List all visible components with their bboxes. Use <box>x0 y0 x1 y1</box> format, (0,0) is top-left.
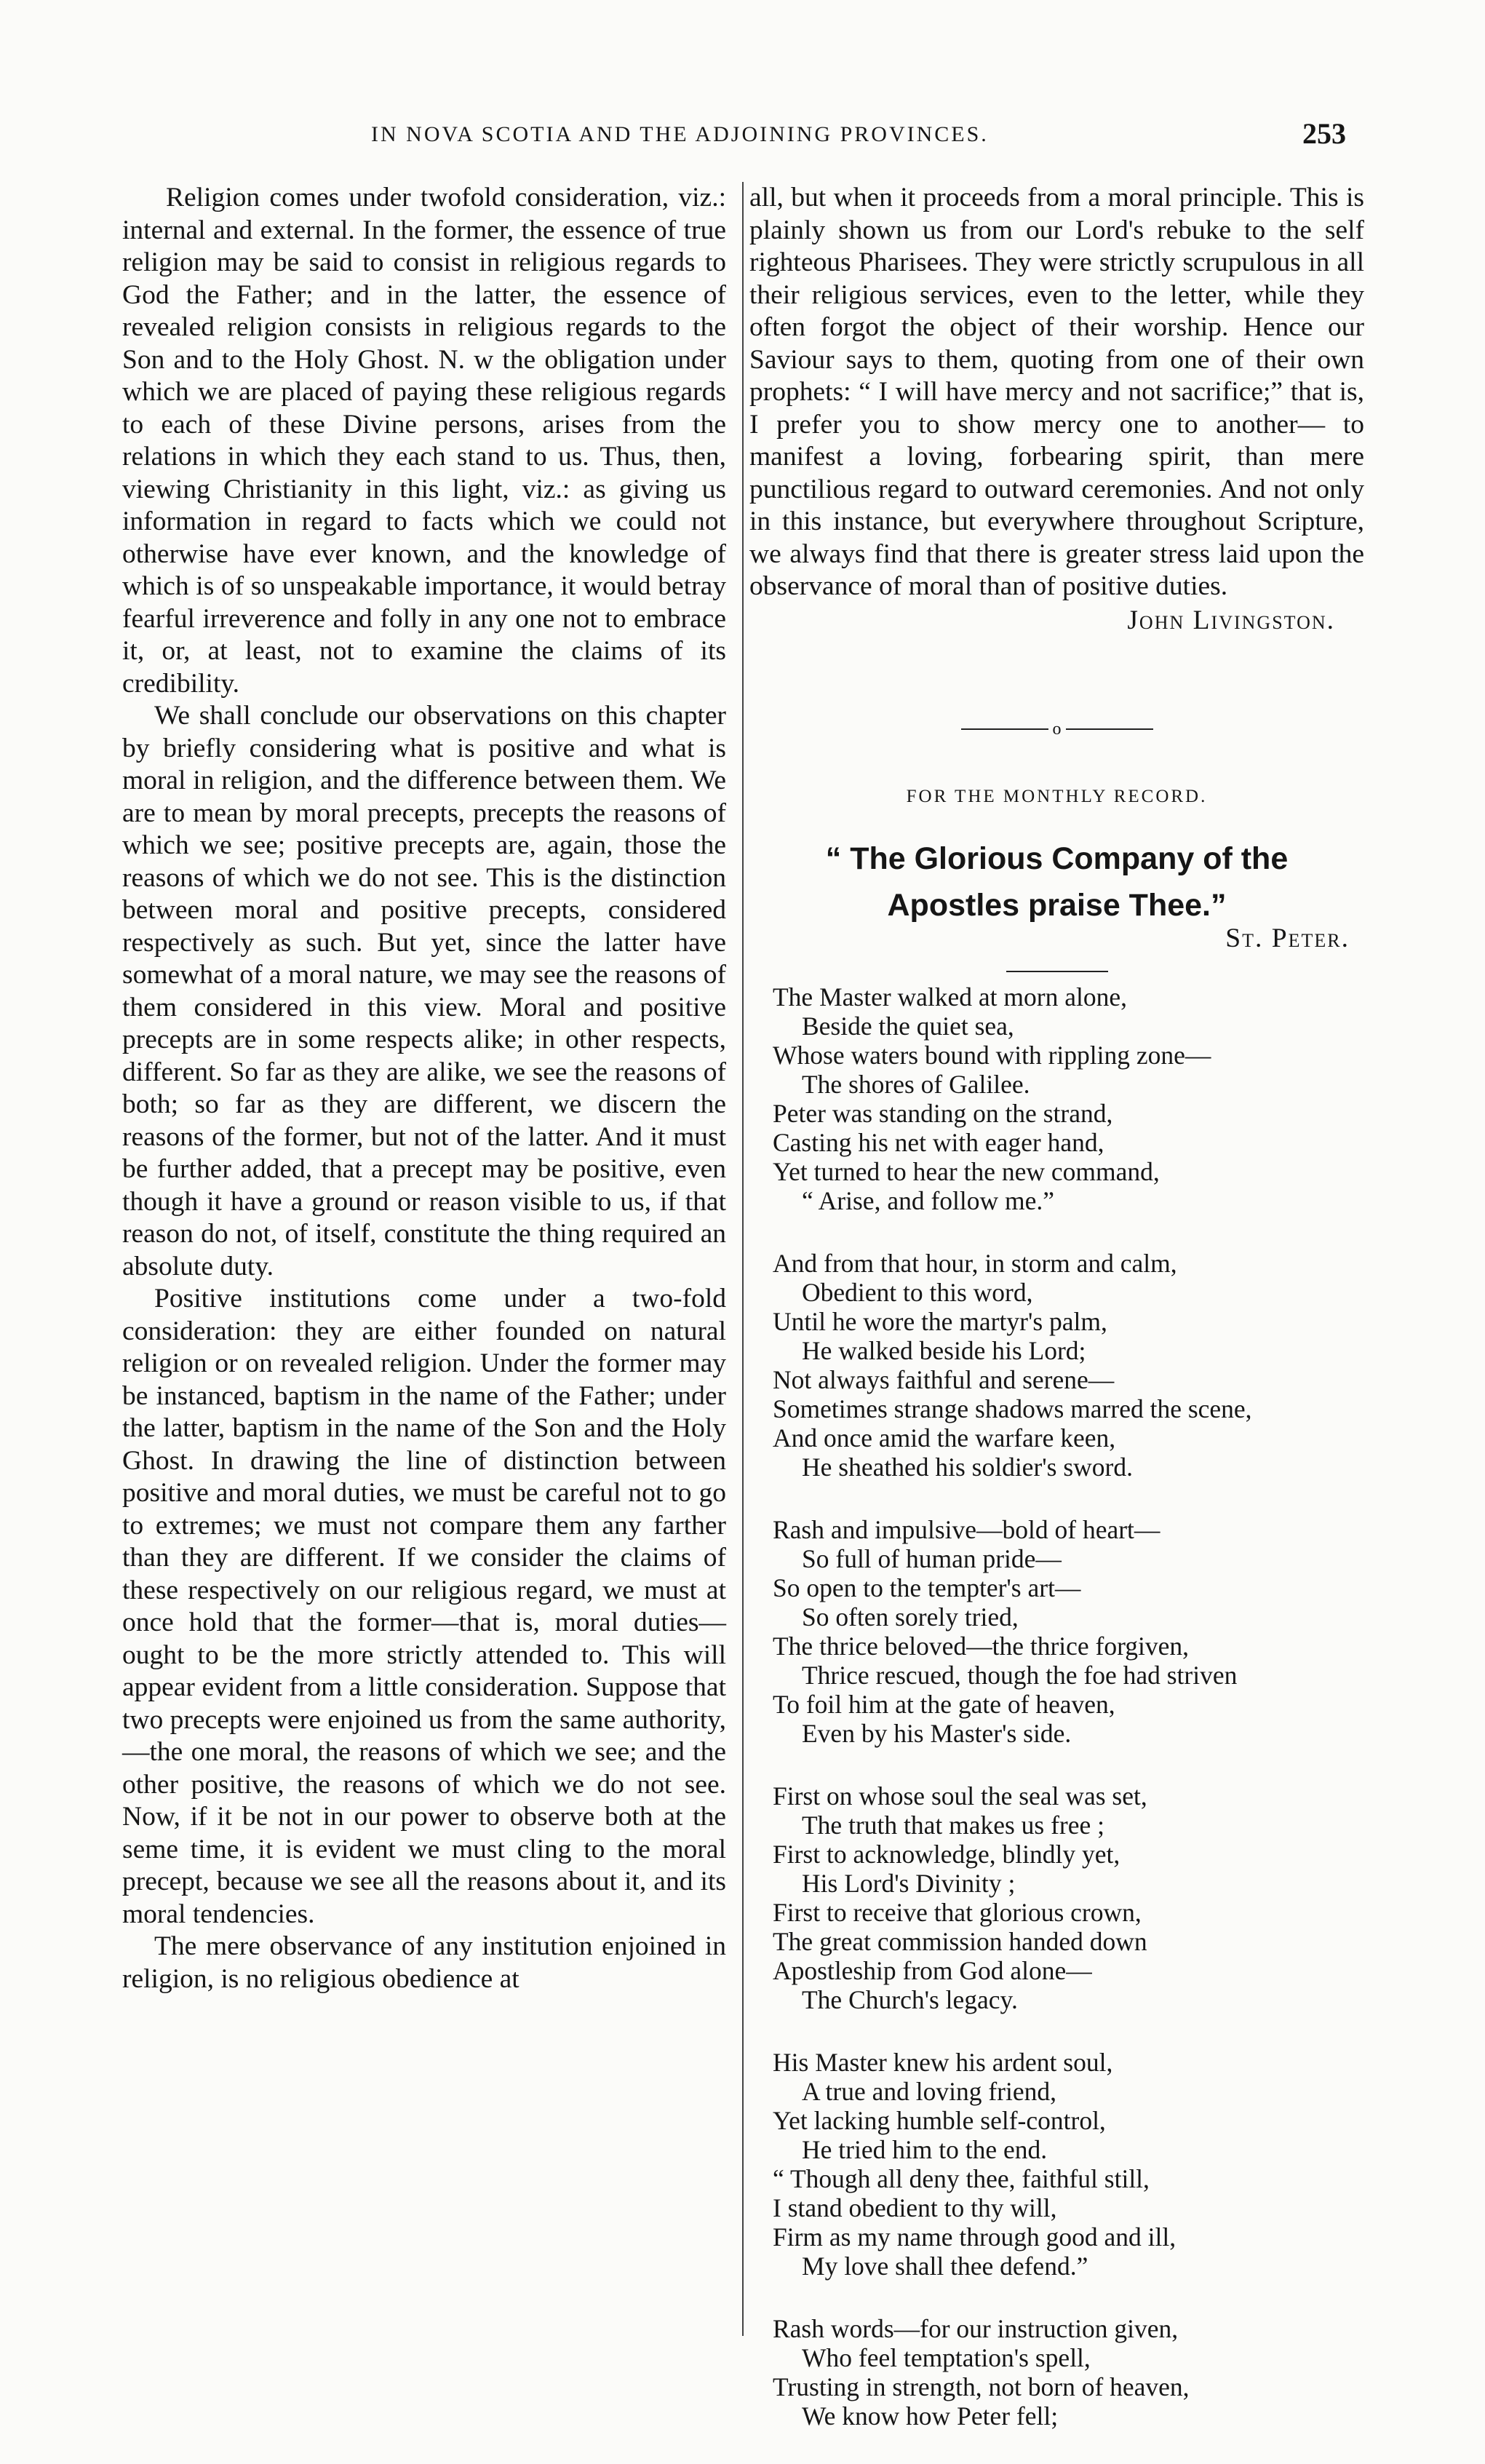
paragraph-continuation: all, but when it proceeds from a moral principle. This is plainly shown us from our Lord's rebuke to the self righteous Pharisees. They were strictly scrupulous in all their religious services, even to the letter, while they often forgot the object of their worship. Hence our Saviour says to them, quoting from one of their own prophets: “ I will have mercy and not sacrifice;” that is, I prefer you to show mercy one to another— to manifest a loving, forbearing spirit, than mere punctilious regard to outward ceremonies. And not only in this instance, but everywhere throughout Scripture, we always find that there is greater stress laid upon the observance of moral than of positive duties. <box>749 183 1364 601</box>
poem-title-line: Apostles praise Thee.” <box>887 887 1227 923</box>
poem-line: Rash words—for our instruction given, <box>773 2314 1179 2343</box>
poem-line: Not always faithful and serene— <box>773 1365 1115 1394</box>
poem-line: We know how Peter fell; <box>802 2401 1059 2431</box>
paragraph: The mere observance of any institution enjoined in religion, is no religious obedience at <box>122 1931 726 1994</box>
separator-line <box>1066 728 1153 730</box>
poem-stanza <box>773 1515 1364 1748</box>
poem-line: Obedient to this word, <box>802 1278 1033 1307</box>
poem-line: Yet turned to hear the new command, <box>773 1157 1160 1186</box>
poem-line: I stand obedient to thy will, <box>773 2193 1057 2222</box>
poem-line: And once amid the warfare keen, <box>773 1423 1116 1452</box>
poem-body <box>773 982 1364 2431</box>
poem-line: Sometimes strange shadows marred the scene, <box>773 1394 1252 1423</box>
separator-line <box>961 728 1048 730</box>
poem-line: Thrice rescued, though the foe had striven <box>802 1661 1238 1690</box>
left-column <box>122 182 726 1995</box>
poem-line: Yet lacking humble self-control, <box>773 2106 1106 2135</box>
poem-line: The great commission handed down <box>773 1927 1147 1956</box>
poem-line: My love shall thee defend.” <box>802 2252 1088 2281</box>
paragraph: We shall conclude our observations on this chapter by briefly considering what is positive and what is moral in religion, and the difference between them. We are to mean by moral precepts, precepts the reasons of which we see; positive precepts are, again, those the reasons of which we do not see. This is the distinction between moral and positive precepts, considered respectively as such. But yet, since the latter have somewhat of a moral nature, we may see the reasons of them considered in this view. Moral and positive precepts are in some respects alike; in other respects, different. So far as they are alike, we see the reasons of both; so far as they are different, we discern the reasons of the former, but not of the latter. And it must be further added, that a precept may be positive, even though it have a ground or reason visible to us, if that reason do not, of itself, constitute the thing required an absolute duty. <box>122 701 726 1281</box>
poem-line: Rash and impulsive—bold of heart— <box>773 1515 1160 1544</box>
running-title: IN NOVA SCOTIA AND THE ADJOINING PROVINCES. <box>371 122 989 146</box>
title-rule <box>1006 971 1108 972</box>
poem-line: First to receive that glorious crown, <box>773 1898 1142 1927</box>
poem-line: He walked beside his Lord; <box>802 1336 1086 1365</box>
poem-stanza <box>773 2314 1364 2431</box>
poem-line: The truth that makes us free ; <box>802 1811 1104 1840</box>
right-column <box>749 182 1364 2464</box>
poem-stanza <box>773 1781 1364 2014</box>
poem-line: The Church's legacy. <box>802 1985 1018 2014</box>
poem-line: His Lord's Divinity ; <box>802 1869 1016 1898</box>
poem-line: A true and loving friend, <box>802 2077 1056 2106</box>
poem-stanza <box>773 1249 1364 1482</box>
poem-line: Firm as my name through good and ill, <box>773 2222 1177 2252</box>
column-divider <box>742 182 744 2336</box>
page-number: 253 <box>1302 117 1346 150</box>
poem-line: Beside the quiet sea, <box>802 1012 1014 1041</box>
poem-line: And from that hour, in storm and calm, <box>773 1249 1177 1278</box>
poem-line: The shores of Galilee. <box>802 1070 1030 1099</box>
poem-line: To foil him at the gate of heaven, <box>773 1690 1115 1719</box>
poem-stanza <box>773 982 1364 1215</box>
section-source-line: FOR THE MONTHLY RECORD. <box>906 787 1208 806</box>
poem-line: Whose waters bound with rippling zone— <box>773 1041 1211 1070</box>
poem-line: Peter was standing on the strand, <box>773 1099 1113 1128</box>
poem-line: So open to the tempter's art— <box>773 1573 1081 1602</box>
paragraph: Religion comes under twofold consideration, viz.: internal and external. In the former, the essence of true religion may be said to consist in religious regards to God the Father; and in the latter, the essence of revealed religion consists in religious regards to the Son and to the Holy Ghost. N. w the obligation under which we are placed of paying these religious regards to each of these Divine persons, arises from the relations in which they each stand to us. Thus, then, viewing Christianity in this light, viz.: as giving us information in regard to facts which we could not otherwise have ever known, and the knowledge of which is of so unspeakable importance, it would betray fearful irreverence and folly in any one not to embrace it, or, at least, not to examine the claims of its credibility. <box>122 183 726 699</box>
poem-line: First to acknowledge, blindly yet, <box>773 1840 1120 1869</box>
section-separator <box>749 718 1364 740</box>
poem-line: Who feel temptation's spell, <box>802 2343 1091 2372</box>
poem-line: Apostleship from God alone— <box>773 1956 1092 1985</box>
poem-line: His Master knew his ardent soul, <box>773 2048 1113 2077</box>
poem-attribution: St. Peter. <box>1225 923 1350 953</box>
poem-line: Casting his net with eager hand, <box>773 1128 1104 1157</box>
poem-line: Even by his Master's side. <box>802 1719 1072 1748</box>
poem-line: The thrice beloved—the thrice forgiven, <box>773 1632 1190 1661</box>
separator-mark: o <box>1052 719 1062 739</box>
poem-line: He sheathed his soldier's sword. <box>802 1452 1133 1482</box>
poem-line: “ Arise, and follow me.” <box>802 1186 1055 1215</box>
poem-title-line: “ The Glorious Company of the <box>825 840 1289 876</box>
poem-line: So often sorely tried, <box>802 1602 1019 1632</box>
poem-title <box>749 835 1364 929</box>
poem-line: So full of human pride— <box>802 1544 1062 1573</box>
poem-line: He tried him to the end. <box>802 2135 1048 2164</box>
page-header <box>109 116 1346 160</box>
poem-line: Until he wore the martyr's palm, <box>773 1307 1107 1336</box>
author-signature: John Livingston. <box>1127 605 1335 635</box>
poem-line: Trusting in strength, not born of heaven, <box>773 2372 1190 2401</box>
poem-line: The Master walked at morn alone, <box>773 982 1127 1012</box>
poem-line: First on whose soul the seal was set, <box>773 1781 1147 1811</box>
poem-stanza <box>773 2048 1364 2281</box>
poem-line: “ Though all deny thee, faithful still, <box>773 2164 1150 2193</box>
paragraph: Positive institutions come under a two-fold consideration: they are either founded on natural religion or on revealed religion. Under the former may be instanced, baptism in the name of the Father; under the latter, baptism in the name of the Son and the Holy Ghost. In drawing the line of distinction between positive and moral duties, we must be careful not to go to extremes; we must not compare them any farther than they are different. If we consider the claims of these respectively on our religious regard, we must at once hold that the former—that is, moral duties—ought to be the more strictly attended to. This will appear evident from a little consideration. Suppose that two precepts were enjoined us from the same authority,—the one moral, the reasons of which we see; and the other positive, the reasons of which we do not see. Now, if it be not in our power to observe both at the seme time, it is evident we must cling to the moral precept, because we see all the reasons about it, and its moral tendencies. <box>122 1284 726 1929</box>
